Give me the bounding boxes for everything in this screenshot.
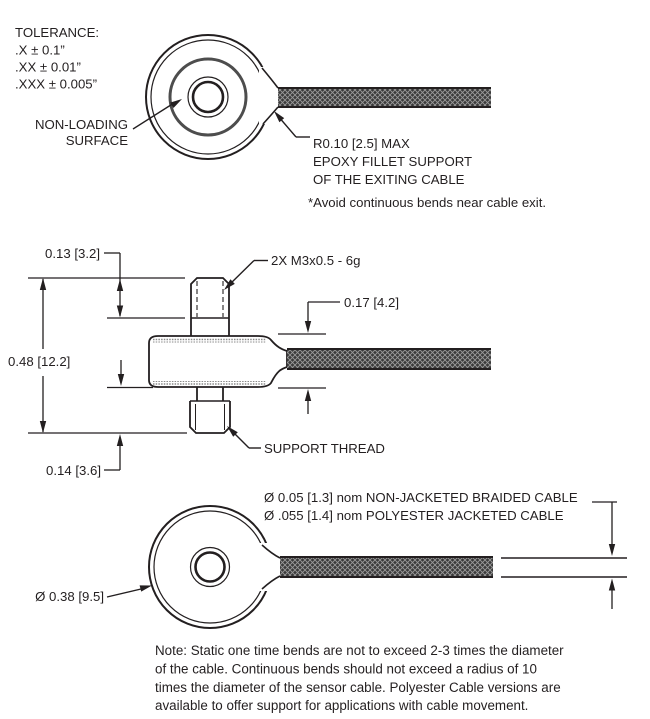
- tolerance-line-1: .X ± 0.1”: [15, 42, 65, 58]
- arrowhead-down: [305, 321, 311, 333]
- arrowhead-up: [305, 389, 311, 401]
- front-view-outer-circle: [149, 506, 271, 628]
- top-stud: [191, 278, 229, 336]
- arrowhead-down: [117, 306, 123, 318]
- arrowhead-up: [117, 279, 123, 291]
- arrowhead-up: [117, 434, 123, 446]
- arrowhead-up: [609, 579, 615, 591]
- note-line-1: Note: Static one time bends are not to exceed 2-3 times the diameter: [155, 643, 564, 658]
- note-line-2: of the cable. Continuous bends should not exceed a radius of 10: [155, 661, 537, 677]
- dim-body-height-label: 0.17 [4.2]: [344, 295, 399, 310]
- dim-support-thread-label: 0.14 [3.6]: [46, 463, 101, 478]
- top-view-hole-inner-ring: [193, 82, 223, 112]
- non-loading-label-line1: NON-LOADING: [34, 117, 128, 132]
- body-diameter-leader: [107, 585, 152, 597]
- cable-exit-mask: [260, 543, 281, 591]
- top-view-rim-inner-circle: [151, 40, 265, 154]
- sensor-body: [149, 336, 287, 387]
- top-view: [133, 35, 491, 159]
- epoxy-label-line3: OF THE EXITING CABLE: [313, 172, 465, 187]
- avoid-bends-note: *Avoid continuous bends near cable exit.: [308, 195, 547, 210]
- arrowhead-down: [118, 374, 124, 386]
- dim-thread-length-label: 0.13 [3.2]: [45, 246, 100, 261]
- note-block: [155, 643, 564, 713]
- epoxy-leader-diagonal: [281, 120, 296, 138]
- thread-callout-leader: [224, 261, 268, 291]
- epoxy-label-line1: R0.10 [2.5] MAX: [313, 136, 410, 151]
- thread-callout-label: 2X M3x0.5 - 6g: [271, 253, 361, 268]
- tolerance-line-2: .XX ± 0.01”: [15, 59, 81, 75]
- arrowhead-up: [40, 278, 46, 290]
- tolerance-title: TOLERANCE:: [15, 25, 100, 40]
- front-view-rim-inner-circle: [154, 511, 266, 623]
- support-thread-leader: [227, 426, 261, 448]
- non-loading-label-line2: SURFACE: [65, 133, 128, 148]
- support-thread-label: SUPPORT THREAD: [264, 441, 385, 456]
- support-stud: [190, 387, 230, 433]
- front-view-labels: [35, 490, 578, 604]
- arrowhead-down: [40, 421, 46, 433]
- tolerance-block: [15, 25, 99, 92]
- note-line-3: times the diameter of the sensor cable. Polyester Cable versions are: [155, 680, 561, 695]
- dim-overall-height-label: 0.48 [12.2]: [8, 354, 71, 369]
- top-view-outer-circle: [146, 35, 270, 159]
- note-line-4: available to offer support for applications with cable movement.: [155, 698, 529, 713]
- front-view-hole-inner-ring: [196, 553, 225, 582]
- arrowhead-down: [609, 544, 615, 556]
- dim-support-thread: [104, 360, 124, 470]
- braided-cable-front-view: [280, 558, 493, 577]
- epoxy-label-line2: EPOXY FILLET SUPPORT: [313, 154, 473, 169]
- dim-cable-diameter: [592, 502, 617, 609]
- top-view-non-loading-ring: [170, 59, 246, 135]
- arrowhead: [140, 585, 152, 591]
- body-diameter-label: Ø 0.38 [9.5]: [35, 589, 104, 604]
- braided-cable-top-view: [278, 88, 491, 107]
- braided-cable-side-view: [287, 350, 491, 369]
- cable-jacketed-dim-label: Ø .055 [1.4] nom POLYESTER JACKETED CABLE: [264, 508, 564, 523]
- cable-braided-dim-label: Ø 0.05 [1.3] nom NON-JACKETED BRAIDED CABLE: [264, 490, 578, 505]
- dim-thread-length: [104, 253, 123, 318]
- tolerance-line-3: .XXX ± 0.005”: [15, 76, 98, 92]
- side-view: [28, 253, 491, 470]
